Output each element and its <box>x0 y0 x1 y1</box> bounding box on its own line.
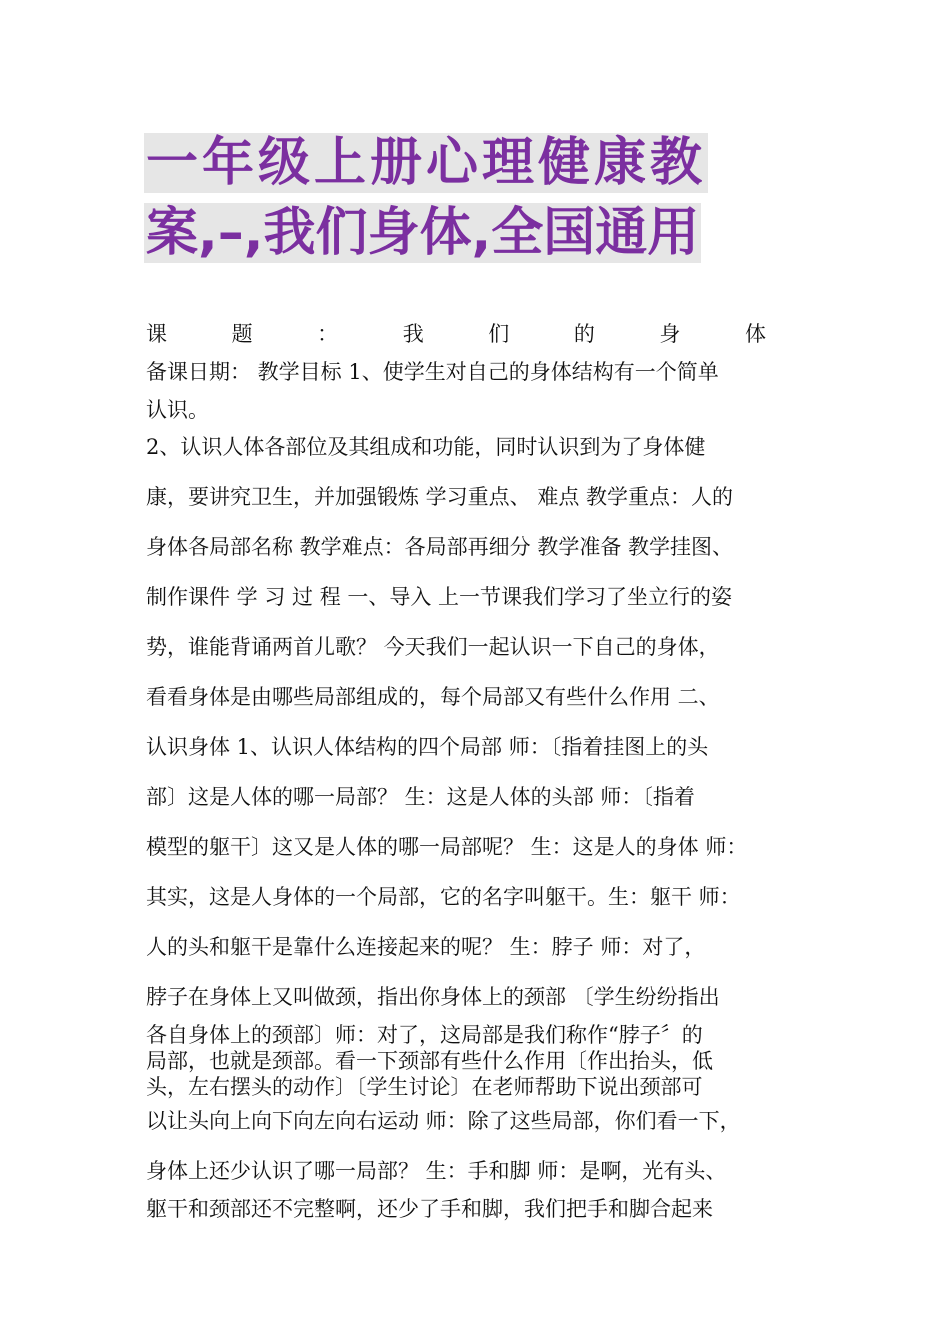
body-line: 躯干和颈部还不完整啊，还少了手和脚，我们把手和脚合起来 <box>146 1197 713 1221</box>
body-line: 2、认识人体各部位及其组成和功能，同时认识到为了身体健 <box>146 435 706 459</box>
subject-char: 题 <box>231 322 253 346</box>
document-title-line-2 <box>144 202 809 264</box>
subject-char: 体 <box>744 322 766 346</box>
body-line: 脖子在身体上又叫做颈，指出你身体上的颈部 〔学生纷纷指出 <box>146 985 720 1009</box>
subject-char: 我 <box>402 322 424 346</box>
subject-char: 的 <box>573 322 595 346</box>
body-line: 备课日期： 教学目标 1、使学生对自己的身体结构有一个简单 <box>146 360 719 384</box>
title-text: 一年级上册心理健康教 <box>146 133 707 193</box>
body-line: 看看身体是由哪些局部组成的，每个局部又有些什么作用 二、 <box>146 685 720 709</box>
body-line: 部〕这是人体的哪一局部？ 生：这是人体的头部 师：〔指着 <box>146 785 695 809</box>
body-line: 制作课件 学 习 过 程 一、导入 上一节课我们学习了坐立行的姿 <box>146 585 733 609</box>
body-line: 头，左右摆头的动作〕〔学生讨论〕在老师帮助下说出颈部可 <box>146 1075 703 1099</box>
body-line: 势，谁能背诵两首儿歌？ 今天我们一起认识一下自己的身体， <box>146 635 720 659</box>
body-line: 认识身体 1、认识人体结构的四个局部 师：〔指着挂图上的头 <box>146 735 709 759</box>
subject-char: 身 <box>659 322 681 346</box>
subject-char: ： <box>317 322 339 346</box>
subject-char: 们 <box>488 322 510 346</box>
document-title-line-1 <box>144 132 809 194</box>
body-line: 身体上还少认识了哪一局部？ 生：手和脚 师：是啊，光有头、 <box>146 1159 727 1183</box>
title-text: 案,–,我们身体,全国通用 <box>146 203 700 263</box>
body-line: 局部，也就是颈部。看一下颈部有些什么作用〔作出抬头，低 <box>146 1049 713 1073</box>
body-line: 认识。 <box>146 398 209 422</box>
subject-line <box>146 320 766 348</box>
body-line: 其实，这是人身体的一个局部，它的名字叫躯干。生：躯干 师： <box>146 885 741 909</box>
body-line: 人的头和躯干是靠什么连接起来的呢？ 生：脖子 师：对了， <box>146 935 706 959</box>
body-line: 身体各局部名称 教学难点：各局部再细分 教学准备 教学挂图、 <box>146 535 734 559</box>
body-line: 模型的躯干〕这又是人体的哪一局部呢？ 生：这是人的身体 师： <box>146 835 748 859</box>
subject-char: 课 <box>146 322 167 346</box>
body-line: 康，要讲究卫生，并加强锻炼 学习重点、 难点 教学重点：人的 <box>146 485 734 509</box>
body-line: 各自身体上的颈部〕师：对了，这局部是我们称作“脖子〞的 <box>146 1023 703 1047</box>
body-line: 以让头向上向下向左向右运动 师：除了这些局部，你们看一下， <box>146 1109 741 1133</box>
